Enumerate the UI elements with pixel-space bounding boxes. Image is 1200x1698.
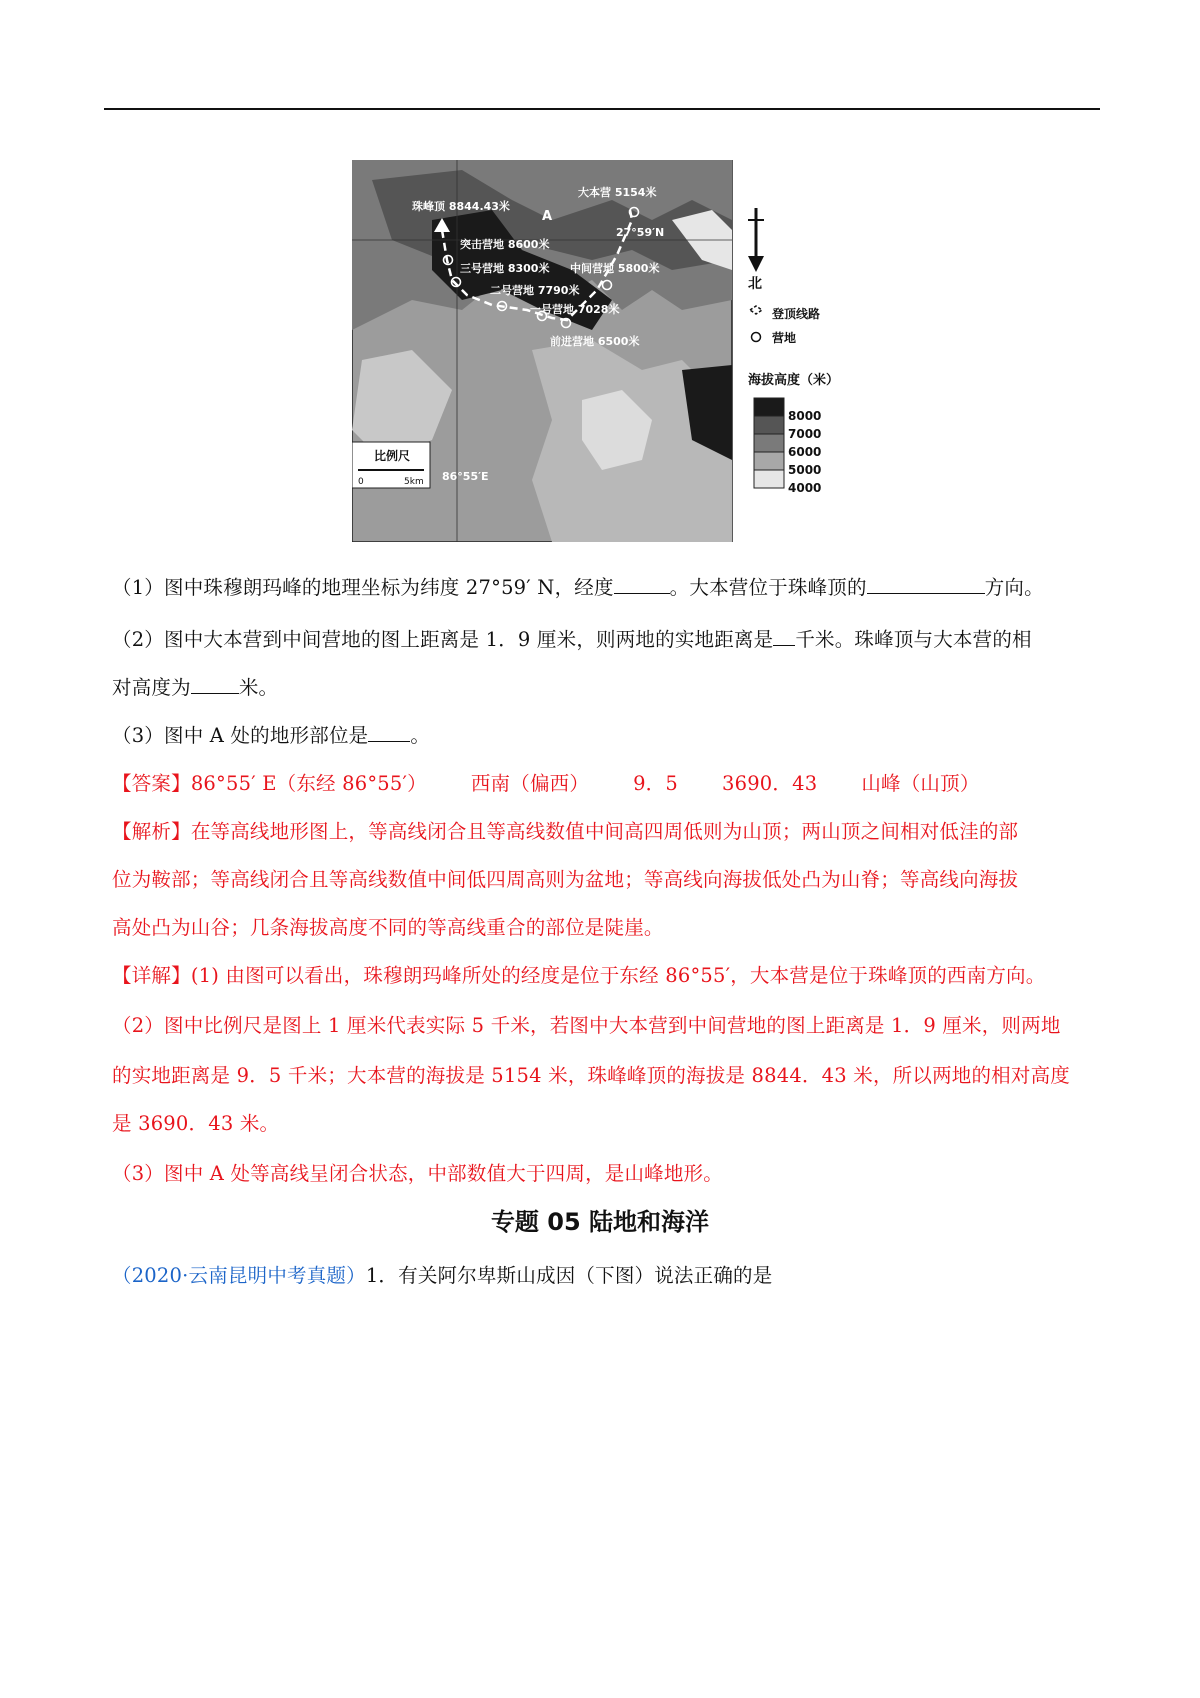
- detail-line-1: 【详解】(1) 由图可以看出，珠穆朗玛峰所处的经度是位于东经 86°55′，大本营是位于珠峰顶的西南方向。: [112, 964, 1046, 987]
- scale-end: 5km: [404, 477, 424, 487]
- answer-blank: [773, 627, 795, 646]
- question-text: 1．有关阿尔卑斯山成因（下图）说法正确的是: [365, 1264, 773, 1287]
- analysis-line-3: 高处凸为山谷；几条海拔高度不同的等高线重合的部位是陡崖。: [112, 916, 664, 939]
- north-label: 北: [748, 276, 762, 292]
- legend-swatch: [754, 470, 784, 488]
- map-svg: [352, 160, 840, 542]
- legend-route-label: 登顶线路: [772, 307, 821, 321]
- legend-swatch: [754, 416, 784, 434]
- label-assault-camp: 突击营地 8600米: [460, 238, 550, 251]
- detail-line-3: 的实地距离是 9．5 千米；大本营的海拔是 5154 米，珠峰峰顶的海拔是 8844．43 米，所以两地的相对高度: [112, 1064, 1070, 1087]
- answer-blank: [191, 675, 239, 694]
- answer-blank: [368, 723, 410, 742]
- question-2-line-2: 对高度为 米。: [112, 676, 279, 699]
- legend-value: 8000: [788, 409, 822, 423]
- scale-zero: 0: [358, 477, 364, 487]
- analysis-line-1: 【解析】在等高线地形图上，等高线闭合且等高线数值中间高四周低则为山顶；两山顶之间相对低洼的部: [112, 820, 1019, 843]
- label-longitude: 86°55′E: [442, 470, 489, 483]
- legend-value: 5000: [788, 463, 822, 477]
- legend-route-icon: [750, 306, 762, 314]
- section-heading: 专题 05 陆地和海洋: [490, 1208, 710, 1236]
- legend-swatch: [754, 452, 784, 470]
- next-question: [112, 1262, 1102, 1290]
- detail-line-4: 是 3690．43 米。: [112, 1112, 280, 1135]
- header-rule: [104, 108, 1100, 110]
- detail-line-5: （3）图中 A 处等高线呈闭合状态，中部数值大于四周，是山峰地形。: [112, 1162, 723, 1185]
- analysis-line-2: 位为鞍部；等高线闭合且等高线数值中间低四周高则为盆地；等高线向海拔低处凸为山脊；等高线向海拔: [112, 868, 1019, 891]
- question-1: （1）图中珠穆朗玛峰的地理坐标为纬度 27°59′ N，经度 。大本营位于珠峰顶的 方向。: [112, 576, 1044, 599]
- answer-blank: [614, 575, 670, 594]
- detail-line-2: （2）图中比例尺是图上 1 厘米代表实际 5 千米，若图中大本营到中间营地的图上距离是 1．9 厘米，则两地: [112, 1014, 1061, 1037]
- everest-contour-map: [352, 160, 840, 542]
- label-middle-camp: 中间营地 5800米: [570, 262, 660, 275]
- question-source: （2020·云南昆明中考真题）: [112, 1264, 366, 1287]
- legend-swatch: [754, 398, 784, 416]
- legend-value: 6000: [788, 445, 822, 459]
- analysis-label: 【解析】: [112, 820, 191, 843]
- legend-swatch: [754, 434, 784, 452]
- label-advance-camp: 前进营地 6500米: [550, 335, 640, 348]
- label-summit: 珠峰顶 8844.43米: [412, 200, 510, 213]
- legend-title: 海拔高度（米）: [748, 373, 840, 388]
- label-camp2: 二号营地 7790米: [490, 284, 580, 297]
- label-camp3: 三号营地 8300米: [460, 262, 550, 275]
- detail-label: 【详解】: [112, 964, 191, 987]
- north-arrow-head-icon: [748, 256, 764, 272]
- question-2-line-1: （2）图中大本营到中间营地的图上距离是 1．9 厘米，则两地的实地距离是 千米。珠峰顶与大本营的相: [112, 628, 1032, 651]
- legend-value: 4000: [788, 481, 822, 495]
- label-point-a: A: [542, 209, 553, 224]
- legend-value: 7000: [788, 427, 822, 441]
- legend-camp-label: 营地: [772, 331, 797, 345]
- label-camp1: 一号营地 7028米: [530, 303, 620, 316]
- answer-line: 【答案】86°55′ E（东经 86°55′） 西南（偏西） 9．5 3690．43 山峰（山顶）: [112, 772, 980, 795]
- answer-label: 【答案】: [112, 772, 191, 795]
- legend-camp-icon: [752, 333, 761, 342]
- label-latitude: 27°59′N: [616, 226, 665, 239]
- scale-title: 比例尺: [374, 449, 411, 463]
- question-3: （3）图中 A 处的地形部位是 。: [112, 724, 431, 747]
- answer-blank: [867, 575, 985, 594]
- label-base-camp: 大本营 5154米: [578, 186, 657, 199]
